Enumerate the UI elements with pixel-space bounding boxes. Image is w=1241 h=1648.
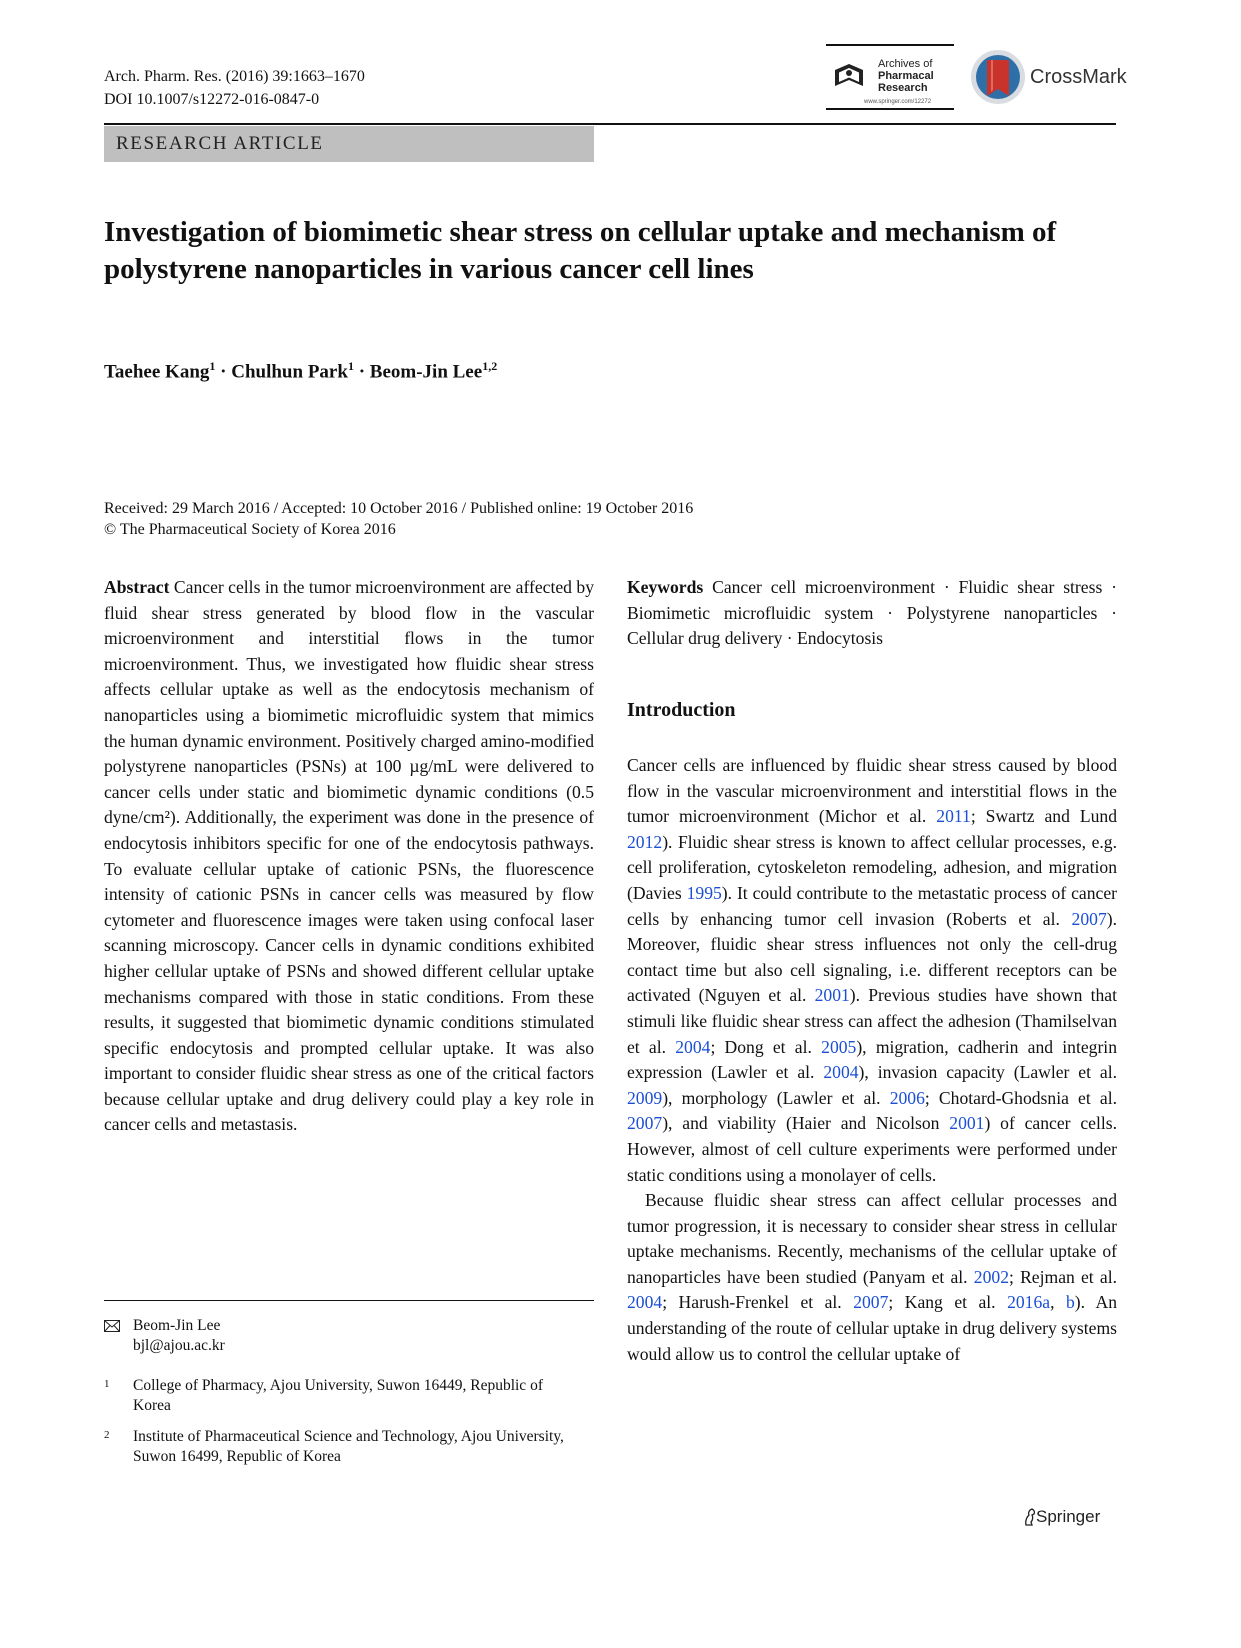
citation-link[interactable]: 2001 bbox=[814, 985, 850, 1006]
dates-line: Received: 29 March 2016 / Accepted: 10 October 2016 / Published online: 19 October 2016 bbox=[104, 500, 694, 517]
affiliation-1-text: College of Pharmacy, Ajou University, Suwon 16449, Republic of Korea bbox=[133, 1377, 543, 1414]
author-name[interactable]: Taehee Kang bbox=[104, 361, 210, 383]
introduction-paragraph-1: Cancer cells are influenced by fluidic shear stress caused by blood flow in the vascular microenvironment and interstitial flows in the tumor microenvironment (Michor et al. 2011; Swartz and Lund 2012). Fluidic shear stress is known to affect cellular processes, e.g. cell proliferation, cytoskeleton remodeling, adhesion, and migration (Davies 1995). It could contribute to the metastatic process of cancer cells by enhancing tumor cell invasion (Roberts et al. 2007). Moreover, fluidic shear stress influences not only the cell-drug contact time but also cell signaling, i.e. different receptors can be activated (Nguyen et al. 2001). Previous studies have shown that stimuli like fluidic shear stress can affect the adhesion (Thamilselvan et al. 2004; Dong et al. 2005), migration, cadherin and integrin expression (Lawler et al. 2004), invasion capacity (Lawler et al. 2009), morphology (Lawler et al. 2006; Chotard-Ghodsnia et al. 2007), and viability (Haier and Nicolson 2001) of cancer cells. However, almost of cell culture experiments were performed under static conditions using a monolayer of cells. bbox=[627, 755, 1118, 1185]
author-affiliation-mark: 1,2 bbox=[482, 359, 498, 373]
corresponding-author-email[interactable]: bjl@ajou.ac.kr bbox=[133, 1337, 225, 1354]
abstract-text: Cancer cells in the tumor microenvironment are affected by fluid shear stress generated by blood flow in the vascular microenvironment and interstitial flows in the tumor microenvironment. Thus, we investigated how fluidic shear stress affects cellular uptake as well as the endocytosis mechanism of nanoparticles using a biomimetic microfluidic system that mimics the human dynamic environment. Positively charged amino-modified polystyrene nanoparticles (PSNs) at 100 µg/mL were delivered to cancer cells under static and biomimetic dynamic conditions (0.5 dyne/cm²). Additionally, the experiment was done in the presence of endocytosis inhibitors specific for one of the endocytosis pathways. To evaluate cellular uptake of cationic PSNs, the fluorescence intensity of cationic PSNs in cancer cells was measured by flow cytometer and fluorescence images were taken using confocal laser scanning microscopy. Cancer cells in dynamic conditions exhibited higher cellular uptake of PSNs and showed different cellular uptake mechanisms compared with those in static conditions. From these results, it suggested that biomimetic dynamic conditions stimulated specific endocytosis and prompted cellular uptake. It was also important to consider fluidic shear stress as one of the critical factors because cellular uptake and drug delivery could play a key role in cancer cells and metastasis. bbox=[104, 577, 594, 1135]
citation-link[interactable]: 2012 bbox=[627, 831, 663, 852]
header-divider bbox=[104, 123, 1116, 125]
citation-link[interactable]: 2005 bbox=[821, 1036, 857, 1057]
citation-link[interactable]: 2009 bbox=[627, 1087, 663, 1108]
article-type-label: RESEARCH ARTICLE bbox=[116, 133, 324, 154]
journal-logo[interactable] bbox=[826, 44, 954, 110]
author-separator: · bbox=[353, 361, 370, 383]
logo-line-2: Pharmacal bbox=[878, 70, 934, 82]
citation-link[interactable]: 2007 bbox=[1071, 908, 1107, 929]
journal-citation bbox=[104, 65, 365, 111]
logo-line-1: Archives of bbox=[878, 58, 933, 70]
springer-horse-icon bbox=[1023, 1508, 1037, 1526]
author-name[interactable]: Chulhun Park bbox=[231, 361, 348, 383]
copyright-line: © The Pharmaceutical Society of Korea 2016 bbox=[104, 521, 396, 538]
corresponding-author-name: Beom-Jin Lee bbox=[133, 1317, 221, 1334]
abstract-label: Abstract bbox=[104, 577, 170, 597]
citation-link[interactable]: 2006 bbox=[889, 1087, 925, 1108]
affiliation-2-text: Institute of Pharmaceutical Science and Technology, Ajou University, Suwon 16499, Republic of Korea bbox=[133, 1428, 564, 1465]
citation-link[interactable]: 2016a bbox=[1007, 1292, 1051, 1313]
publisher-logo[interactable]: Springer bbox=[1036, 1507, 1101, 1526]
envelope-icon bbox=[104, 1320, 120, 1332]
author-name[interactable]: Beom-Jin Lee bbox=[369, 361, 483, 383]
open-book-icon bbox=[832, 60, 866, 90]
paper-title: Investigation of biomimetic shear stress on cellular uptake and mechanism of polystyrene nanoparticles in various cancer cell lines bbox=[104, 216, 1057, 285]
keywords-text: Cancer cell microenvironment · Fluidic shear stress · Biomimetic microfluidic system · Polystyrene nanoparticles · Cellular drug delivery · Endocytosis bbox=[627, 577, 1117, 649]
citation-link[interactable]: 2001 bbox=[949, 1113, 985, 1134]
crossmark-label[interactable]: CrossMark bbox=[1030, 66, 1127, 88]
keywords bbox=[627, 575, 1117, 652]
citation-link[interactable]: 2002 bbox=[973, 1266, 1009, 1287]
author-affiliation-mark: 1 bbox=[209, 359, 216, 373]
affiliation-1-mark: 1 bbox=[104, 1378, 110, 1390]
citation-link[interactable]: 2004 bbox=[823, 1062, 859, 1083]
logo-text bbox=[878, 58, 934, 94]
citation-link[interactable]: 2007 bbox=[627, 1113, 663, 1134]
citation-link[interactable]: 2004 bbox=[627, 1292, 663, 1313]
author-affiliation-mark: 1 bbox=[347, 359, 354, 373]
crossmark-icon[interactable] bbox=[970, 48, 1026, 106]
introduction-paragraph-2: Because fluidic shear stress can affect cellular processes and tumor progression, it is necessary to consider shear stress in cellular uptake mechanisms. Recently, mechanisms of the cellular uptake of nanoparticles have been studied (Panyam et al. 2002; Rejman et al. 2004; Harush-Frenkel et al. 2007; Kang et al. 2016a, b). An understanding of the route of cellular uptake in drug delivery systems would allow us to control the cellular uptake of bbox=[627, 1190, 1117, 1364]
author-list bbox=[104, 359, 497, 383]
citation-link[interactable]: 2004 bbox=[675, 1036, 711, 1057]
footnote-divider bbox=[104, 1300, 594, 1301]
article-type-banner bbox=[104, 126, 594, 162]
abstract bbox=[104, 575, 594, 1138]
logo-line-3: Research bbox=[878, 82, 928, 94]
publication-dates bbox=[104, 498, 693, 540]
doi[interactable]: DOI 10.1007/s12272-016-0847-0 bbox=[104, 91, 320, 108]
keywords-label: Keywords bbox=[627, 577, 704, 597]
introduction-body bbox=[627, 753, 1117, 1367]
journal-line: Arch. Pharm. Res. (2016) 39:1663–1670 bbox=[104, 68, 365, 85]
citation-link[interactable]: b bbox=[1065, 1292, 1075, 1313]
affiliation-2-mark: 2 bbox=[104, 1429, 110, 1441]
citation-link[interactable]: 2007 bbox=[853, 1292, 889, 1313]
citation-link[interactable]: 2011 bbox=[936, 806, 971, 827]
logo-url: www.springer.com/12272 bbox=[864, 99, 932, 105]
introduction-heading: Introduction bbox=[627, 699, 736, 721]
author-separator: · bbox=[215, 361, 232, 383]
citation-link[interactable]: 1995 bbox=[686, 882, 722, 903]
